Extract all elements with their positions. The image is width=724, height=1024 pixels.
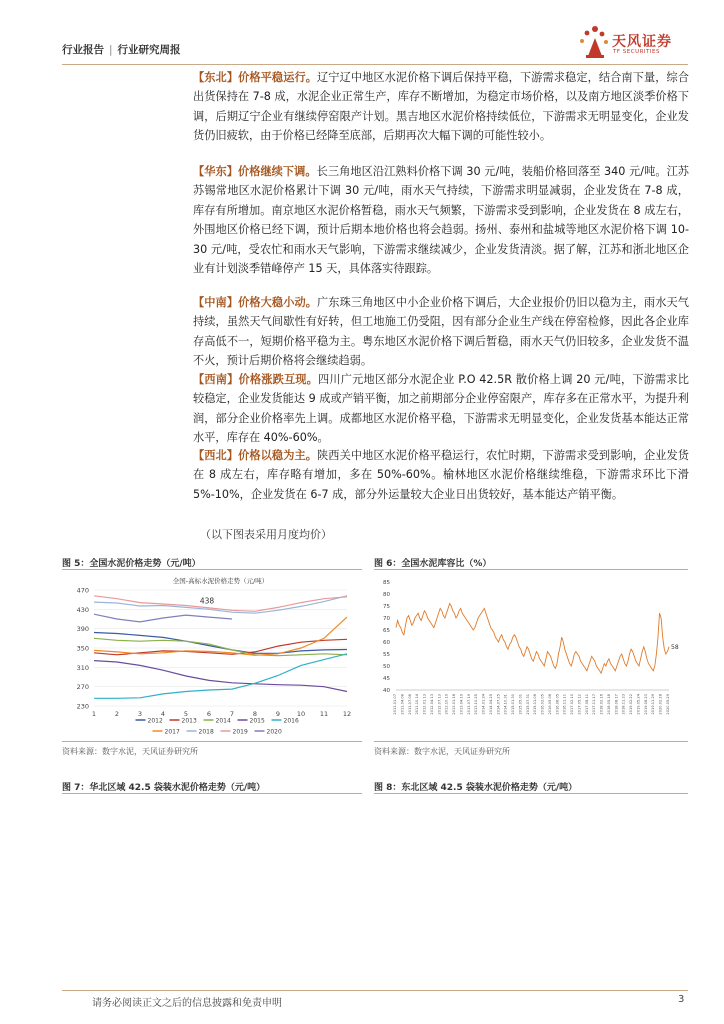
fig7-divider [62,793,362,794]
paragraph-northwest [193,446,689,504]
paragraph-body: 辽宁辽中地区水泥价格下调后保持平稳，下游需求稳定，结合南下量，综合出货保持在 7-8 成，水泥企业正常生产，库存不断增加，为稳定市场价格，以及南方地区淡季价格下调，后期辽宁企业有继续停窑限产计划。黑吉地区水泥价格持续低位，下游需求无明显变化，企业发货仍旧疲软，由于价格已经降至底部，后期再次大幅下调的可能性较小。 [193,71,689,143]
x-tick-label: 2012.10.19 [444,693,449,715]
y-tick-label: 85 [383,580,390,586]
fig6-source: 资料来源：数字水泥，天风证券研究所 [374,747,510,756]
legend-label-2016: 2016 [283,717,299,725]
y-tick-label: 40 [383,688,390,694]
paragraph-body: 广东珠三角地区中小企业价格下调后，大企业报价仍旧以稳为主，雨水天气持续，虽然天气间歇性有好转，但工地施工仍受阻，因有部分企业生产线在停窑检修，因此各企业库存高低不一，短期价格平稳为主。粤东地区水泥价格下调后暂稳，雨水天气仍旧较多，企业发货不温不火，预计后期价格将会继续趋弱。 [193,296,689,368]
y-tick-label: 70 [383,616,390,622]
x-tick-label: 8 [252,710,258,718]
legend-label-2018: 2018 [198,728,214,736]
x-tick-label: 2014.10.31 [503,694,508,715]
x-tick-label: 2019.08.23 [643,694,648,715]
x-tick-label: 2015.11.06 [533,694,538,715]
paragraph-tag: 【华东】价格继续下调。 [193,165,317,178]
x-tick-label: 2011.10.14 [415,693,420,715]
y-tick-label: 430 [76,605,89,614]
x-tick-label: 2016.11.11 [562,693,567,715]
legend-label-2012: 2012 [147,717,163,725]
header-separator: | [109,44,113,56]
fig6-title: 图 6：全国水泥库容比（%） [374,559,492,569]
fig5-source: 资料来源：数字水泥，天风证券研究所 [62,747,198,756]
x-tick-label: 2013.10.25 [474,694,479,715]
paragraph-tag: 【西南】价格涨跌互现。 [193,373,319,386]
x-tick-label: 12 [342,710,352,718]
x-tick-label: 2016.02.05 [540,694,545,715]
paragraph-tag: 【中南】价格大稳小动。 [193,296,318,309]
y-tick-label: 55 [383,652,390,658]
x-tick-label: 4 [160,710,166,718]
y-tick-label: 60 [383,640,390,646]
x-tick-label: 2017.08.11 [584,693,589,715]
x-tick-label: 2 [114,710,120,718]
x-tick-label: 2017.02.10 [570,694,575,715]
x-tick-label: 5 [183,710,189,718]
y-tick-label: 75 [383,604,390,610]
x-tick-label: 2011.04.08 [400,694,405,715]
paragraph-tag: 【西北】价格以稳为主。 [193,449,318,462]
fig7-title: 图 7：华北区域 42.5 袋装水泥价格走势（元/吨） [62,783,266,793]
chart-title: 全国-高标水泥价格走势（元/吨） [172,577,269,585]
paragraph-central-south [193,293,689,371]
paragraph-tag: 【东北】价格平稳运行。 [193,71,318,84]
paragraph-body: 长三角地区沿江熟料价格下调 30 元/吨，装船价格回落至 340 元/吨。江苏苏锡常地区水泥价格累计下调 30 元/吨，雨水天气持续，下游需求明显减弱，企业发货在 7-8 成，库存有所增加。南京地区水泥价格暂稳，雨水天气频繁，下游需求受到影响，企业发货在 8 成左右，外围地区价格已经下调，预计后期本地价格也将会趋弱。扬州、泰州和盐城等地区水泥价格下调 10-30 元/吨，受农忙和雨水天气影响，下游需求继续减少，企业发货清淡。据了解，江苏和浙北地区企业有计划淡季错峰停产 15 天，具体落实待跟踪。 [193,165,689,276]
y-tick-label: 470 [76,586,89,595]
series-line-2012 [94,633,347,654]
x-tick-label: 2018.11.23 [621,693,626,715]
x-tick-label: 3 [137,710,143,718]
x-tick-label: 2012.07.13 [437,694,442,715]
annotation-label: 438 [199,596,215,606]
inventory-ratio-line [396,604,669,674]
series-line-2019 [94,596,347,612]
x-tick-label: 2011.07.08 [407,694,412,715]
logo-subtitle: TF SECURITIES [613,49,660,55]
fig5-bottom-divider [62,741,362,742]
logo-name: 天风证券 [612,34,672,50]
x-tick-label: 2014.07.25 [496,694,501,715]
fig6-bottom-divider [374,741,688,742]
x-tick-label: 7 [229,710,235,718]
x-tick-label: 2014.01.24 [481,693,486,715]
x-tick-label: 2013.07.19 [466,694,471,715]
x-tick-label: 2012.01.13 [422,693,427,715]
y-tick-label: 350 [76,644,89,653]
x-tick-label: 2016.05.06 [547,693,552,715]
national-inventory-ratio-chart [374,572,688,740]
y-tick-label: 230 [76,702,89,711]
header-subcategory: 行业研究周报 [117,44,181,56]
x-tick-label: 2018.02.16 [599,694,604,715]
x-tick-label: 2019.02.22 [629,693,634,715]
y-tick-label: 310 [76,663,89,672]
fig5-divider [62,569,362,570]
x-tick-label: 2015.05.01 [518,693,523,715]
paragraph-southwest [193,370,689,448]
y-tick-label: 270 [76,683,89,692]
legend-label-2013: 2013 [181,717,197,725]
x-tick-label: 6 [206,710,212,718]
x-tick-label: 2019.11.29 [651,693,656,715]
x-tick-label: 2017.11.17 [592,693,597,715]
paragraph-northeast [193,68,689,146]
x-tick-label: 10 [296,710,306,718]
report-header [62,42,181,57]
x-tick-label: 2012.04.13 [429,694,434,715]
paragraph-body: 四川广元地区部分水泥企业 P.O 42.5R 散价格上调 20 元/吨，下游需求比较稳定，企业发货能达 9 成或产销平衡，加之前期部分企业停窑限产，库存多在正常水平，为提升利润，部分企业价格率先上调。成都地区水泥价格平稳，下游需求无明显变化，企业发货基本能达正常水平，库存在 40%-60%。 [193,373,689,445]
x-tick-label: 2014.04.25 [488,693,493,715]
fig6-divider [374,569,688,570]
x-tick-label: 2011.01.07 [393,694,397,715]
header-divider [62,64,688,65]
series-line-2016 [94,654,347,699]
x-tick-label: 2020.05.29 [666,694,670,715]
x-tick-label: 2018.08.17 [614,694,619,715]
series-line-2020 [94,614,232,622]
x-tick-label: 1 [91,710,97,718]
series-line-2018 [94,596,347,613]
header-category: 行业报告 [62,44,104,56]
x-tick-label: 2015.01.30 [511,694,516,715]
y-tick-label: 50 [383,664,390,670]
x-tick-label: 2020.02.28 [658,693,663,715]
annotation-label: 58 [671,643,679,651]
page-number: 3 [678,994,685,1005]
x-tick-label: 2013.04.19 [459,693,464,715]
fig8-divider [374,793,688,794]
fig5-title: 图 5：全国水泥价格走势（元/吨） [62,559,201,569]
fig8-title: 图 8：东北区域 42.5 袋装水泥价格走势（元/吨） [374,783,578,793]
x-tick-label: 2017.05.12 [577,694,582,715]
y-tick-label: 390 [76,625,89,634]
x-tick-label: 11 [319,710,329,718]
y-tick-label: 65 [383,628,390,634]
footer-disclaimer: 请务必阅读正文之后的信息披露和免责申明 [92,998,282,1009]
chart-note: （以下图表采用月度均价） [200,528,332,541]
x-tick-label: 2015.07.31 [525,693,530,715]
paragraph-body: 陕西关中地区水泥价格平稳运行，农忙时期，下游需求受到影响，企业发货在 8 成左右，库存略有增加，多在 50%-60%。榆林地区水泥价格继续维稳，下游需求环比下滑 5%-10%，企业发货在 6-7 成，部分外运量较大企业日出货较好，基本能达产销平衡。 [193,449,689,501]
y-tick-label: 80 [383,592,390,598]
legend-label-2019: 2019 [232,728,248,736]
national-cement-price-chart [62,572,362,740]
x-tick-label: 2019.05.24 [636,694,641,715]
legend-label-2014: 2014 [215,717,231,725]
legend-label-2017: 2017 [164,728,180,736]
legend-label-2020: 2020 [266,728,282,736]
footer-divider [62,990,688,991]
legend-label-2015: 2015 [249,717,265,725]
x-tick-label: 2013.01.18 [452,693,456,715]
y-tick-label: 45 [383,676,390,682]
x-tick-label: 2016.08.05 [555,693,560,715]
x-tick-label: 9 [275,710,281,718]
paragraph-east-china [193,162,689,278]
x-tick-label: 2018.05.18 [607,694,611,715]
series-line-2017 [94,617,347,655]
